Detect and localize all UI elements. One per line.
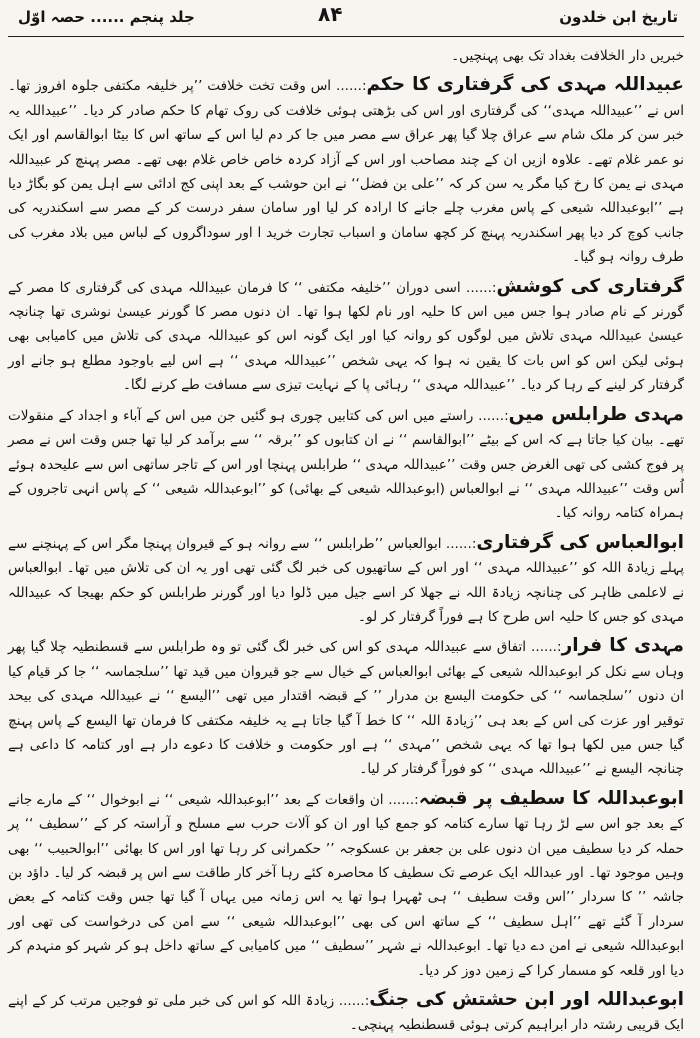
section-heading: ابوالعباس کی گرفتاری: [476, 531, 684, 553]
section-heading: گرفتاری کی کوشش: [496, 275, 685, 297]
section-heading: ابوعبداللہ اور ابن حشتش کی جنگ: [369, 989, 684, 1011]
paragraph-text: اس وقت تخت خلافت ’’پر خلیفہ مکتفی جلوہ افروز تھا۔ اس نے ’’عبیداللہ مہدی‘‘ کی گرفتاری اور اس کی بڑھتی ہوئی خلافت کی روک تھام کا حکم صادر کر دیا۔ ’’عبیداللہ یہ خبر سن کر ملک شام سے عراق چلا گیا پھر عراق سے مصر میں جا کر دم لیا اس کے ساتھ اس کا بیٹا ابوالقاسم اور ایک نو عمر غلام تھے۔ علاوہ ازیں ان کے چند مصاحب اور اس کے آزاد کردہ خاص خاص غلام بھی تھے۔ مصر پہنچ کر عبیداللہ مہدی نے یمن کا رخ کیا مگر یہ سن کر کہ ’’علی بن فضل‘‘ نے ابن حوشب کے بعد اپنی کج ادائی سے اہل یمن کو بگاڑ دیا ہے ’’ابوعبداللہ شیعی کے پاس مغرب چلے جانے کا ارادہ کر لیا اور سامان سفر درست کر کے مصر سے اسکندریہ کی جانب کوچ کر دیا پھر اسکندریہ پہنچ کر کچھ سامان و اسباب تجارت خرید ا اور سوداگروں کے لباس میں بلاد مغرب کی طرف روانہ ہو گیا۔: [8, 78, 684, 266]
section-heading: ابوعبداللہ کا سطیف پر قبضہ: [418, 787, 684, 809]
paragraph: ابوعبداللہ کا سطیف پر قبضہ:...... ان واقعات کے بعد ’’ابوعبداللہ شیعی ‘‘ نے ابوخوال ‘‘ کے مارے جانے کے بعد جو اس سے لڑ رہا تھا سارے کتامہ کو جمع کیا اور ان کو آلات حرب سے مسلح و آراستہ کر کے ’’سطیف ‘‘ پر حملہ کر دیا سطیف میں ان دنوں علی بن جعفر بن عسکوجہ ’’ حکمرانی کر رہا تھا اور اس کا بھائی ’’ابوالحبیب ‘‘ بھی وہیں موجود تھا۔ اور عبداللہ ایک عرصے تک سطیف کا محاصرہ کئے رہا آخر کار طاقت سے اس پر قبضہ کر لیا۔ داؤد بن جاشہ ’’ کا سردار ’’اس وقت سطیف ‘‘ ہی ٹھہرا ہوا تھا یہ اس زمانہ میں یہاں آ گیا تھا جس وقت کتامہ کے بعض سردار آ گئے تھے ’’اہل سطیف ‘‘ کے ساتھ اس کی بھی ’’ابوعبداللہ شیعی ‘‘ سے امن کی درخواست کی تھی اور ابوعبداللہ شیعی نے امن دے دیا تھا۔ ابوعبداللہ نے شہر ’’سطیف ‘‘ میں کامیابی کے ساتھ داخل ہو کر شہر کو منہدم کر دیا اور قلعہ کو مسمار کرا کے زمین دوز کر دیا۔: [8, 787, 684, 979]
paragraph-text: زیادۃ اللہ کو اس کی خبر ملی تو فوجیں مرتب کر کے اپنے ایک قریبی رشتہ دار ابراہیم کرتی ہوئی قسطنطیہ پہنچی۔: [8, 993, 684, 1034]
paragraph: مہدی طرابلس میں:...... راستے میں اس کی کتابیں چوری ہو گئیں جن میں اس کے آباء و اجداد کے منقولات تھے۔ بیان کیا جاتا ہے کہ اس کے بیٹے ’’ابوالقاسم ‘‘ نے ان کتابوں کو ’’برقہ ‘‘ سے برآمد کر لیا تھا جس وقت اس نے مصر پر فوج کشی کی تھی الغرض جس وقت ’’عبیداللہ مہدی ‘‘ طرابلس پہنچا اور اس کے تاجر ساتھی اس سے علیحدہ ہوئے اُس وقت ’’عبیداللہ مہدی ‘‘ نے ابوالعباس (ابوعبداللہ شیعی کے بھائی) کو ’’ابوعبداللہ شیعی ‘‘ کے پاس انہی تاجروں کے ہمراہ کتامہ روانہ کیا۔: [8, 403, 684, 522]
paragraph-text: اسی دوران ’’خلیفہ مکتفی ‘‘ کا فرمان عبیداللہ مہدی کی گرفتاری کا مصر کے گورنر کے نام صادر ہوا جس میں اس کا حلیہ اور نام لکھا ہوا تھا۔ ان دنوں مصر کا گورنر عیسیٰ نوشری تھا چنانچہ عیسیٰ عبیداللہ مہدی تلاش میں لوگوں کو روانہ کیا اور ایک گونہ اس کو عبیداللہ مہدی کی تلاش میں کامیابی بھی ہوئی لیکن اس کو اس بات کا یقین نہ ہوا کہ یہی شخص ’’عبیداللہ مہدی ‘‘ ہے اس لیے باوجود مطلع ہو جانے اور گرفتار کر لینے کے رہا کر دیا۔ ’’عبیداللہ مہدی ‘‘ رہائی پا کے نہایت تیزی سے مسافت طے کرنے لگا۔: [8, 279, 684, 394]
paragraph-text: ان واقعات کے بعد ’’ابوعبداللہ شیعی ‘‘ نے ابوخوال ‘‘ کے مارے جانے کے بعد جو اس سے لڑ رہا تھا سارے کتامہ کو جمع کیا اور ان کو آلات حرب سے مسلح و آراستہ کر کے ’’سطیف ‘‘ پر حملہ کر دیا سطیف میں ان دنوں علی بن جعفر بن عسکوجہ ’’ حکمرانی کر رہا تھا اور اس کا بھائی ’’ابوالحبیب ‘‘ بھی وہیں موجود تھا۔ اور عبداللہ ایک عرصے تک سطیف کا محاصرہ کئے رہا آخر کار طاقت سے اس پر قبضہ کر لیا۔ داؤد بن جاشہ ’’ کا سردار ’’اس وقت سطیف ‘‘ ہی ٹھہرا ہوا تھا یہ اس زمانہ میں یہاں آ گیا تھا جس وقت کتامہ کے بعض سردار آ گئے تھے ’’اہل سطیف ‘‘ کے ساتھ اس کی بھی ’’ابوعبداللہ شیعی ‘‘ سے امن کی درخواست کی تھی اور ابوعبداللہ شیعی نے امن دے دیا تھا۔ ابوعبداللہ نے شہر ’’سطیف ‘‘ میں کامیابی کے ساتھ داخل ہو کر شہر کو منہدم کر دیا اور قلعہ کو مسمار کرا کے زمین دوز کر دیا۔: [8, 791, 684, 979]
paragraph-text: ابوالعباس ’’طرابلس ‘‘ سے روانہ ہو کے قیروان پہنچا مگر اس کے پہنچنے سے پہلے زیادۃ اللہ کو ’’عبیداللہ مہدی ‘‘ اور اس کے ساتھیوں کی خبر لگ گئی تھی اور یہ ان کی تلاش میں تھا۔ ابوالعباس نے لاعلمی ظاہر کی چنانچہ زیادۃ اللہ نے جھلا کر اسے جیل میں ڈلوا دیا اور گورنر طرابلس کو حکم بھیجا کہ عبیداللہ مہدی کو جس کا حلیہ اس طرح کا ہے فوراً گرفتار کر لو۔: [8, 535, 684, 625]
paragraph: گرفتاری کی کوشش:...... اسی دوران ’’خلیفہ مکتفی ‘‘ کا فرمان عبیداللہ مہدی کی گرفتاری کا مصر کے گورنر کے نام صادر ہوا جس میں اس کا حلیہ اور نام لکھا ہوا تھا۔ ان دنوں مصر کا گورنر عیسیٰ نوشری تھا چنانچہ عیسیٰ عبیداللہ مہدی تلاش میں لوگوں کو روانہ کیا اور ایک گونہ اس کو عبیداللہ مہدی کی تلاش میں کامیابی بھی ہوئی لیکن اس کو اس بات کا یقین نہ ہوا کہ یہی شخص ’’عبیداللہ مہدی ‘‘ ہے اس لیے باوجود مطلع ہو جانے اور گرفتار کر لینے کے رہا کر دیا۔ ’’عبیداللہ مہدی ‘‘ رہائی پا کے نہایت تیزی سے مسافت طے کرنے لگا۔: [8, 275, 685, 394]
page-header: [8, 0, 684, 37]
paragraph-text: اتفاق سے عبیداللہ مہدی کو اس کی خبر لگ گئی تو وہ طرابلس سے قسطنطیہ چلا گیا پھر وہاں سے نکل کر ابوعبداللہ شیعی کے بھائی ابوالعباس کے خیال سے جو قیروان میں قید تھا ’’سلجماسہ ‘‘ جا کر قیام کیا ان دنوں ’’سلجماسہ ‘‘ کی حکومت الیسع بن مدرار ’’ کے قبضہ اقتدار میں تھی ’’الیسع ‘‘ نے عبیداللہ مہدی کی بیحد توقیر اور عزت کی اس کے بعد ہی ’’زیادۃ اللہ ‘‘ کا خط آ گیا جاتا ہے یہ خلیفہ مکتفی کا فرمان تھا الیسع کے پاس پہنچ گیا جس میں لکھا ہوا تھا کہ یہی شخص ’’مہدی ‘‘ ہے اور حکومت و خلافت کا دعوے دار ہے اور کتامہ کا داعی ہے چنانچہ الیسع نے ’’عبیداللہ مہدی ‘‘ کو فوراً گرفتار کر لیا۔: [8, 639, 684, 778]
paragraph-text: خبریں دار الخلافت بغداد تک بھی پہنچیں۔: [451, 48, 684, 64]
paragraph: ابوالعباس کی گرفتاری:...... ابوالعباس ’’طرابلس ‘‘ سے روانہ ہو کے قیروان پہنچا مگر اس کے پہنچنے سے پہلے زیادۃ اللہ کو ’’عبیداللہ مہدی ‘‘ اور اس کے ساتھیوں کی خبر لگ گئی تھی اور یہ ان کی تلاش میں تھا۔ ابوالعباس نے لاعلمی ظاہر کی چنانچہ زیادۃ اللہ نے جھلا کر اسے جیل میں ڈلوا دیا اور گورنر طرابلس کو حکم بھیجا کہ عبیداللہ مہدی کو جس کا حلیہ اس طرح کا ہے فوراً گرفتار کر لو۔: [8, 531, 684, 625]
paragraph: مہدی کا فرار:...... اتفاق سے عبیداللہ مہدی کو اس کی خبر لگ گئی تو وہ طرابلس سے قسطنطیہ چلا گیا پھر وہاں سے نکل کر ابوعبداللہ شیعی کے بھائی ابوالعباس کے خیال سے جو قیروان میں قید تھا ’’سلجماسہ ‘‘ جا کر قیام کیا ان دنوں ’’سلجماسہ ‘‘ کی حکومت الیسع بن مدرار ’’ کے قبضہ اقتدار میں تھی ’’الیسع ‘‘ نے عبیداللہ مہدی کی بیحد توقیر اور عزت کی اس کے بعد ہی ’’زیادۃ اللہ ‘‘ کا خط آ گیا جاتا ہے یہ خلیفہ مکتفی کا فرمان تھا الیسع کے پاس پہنچ گیا جس میں لکھا ہوا تھا کہ یہی شخص ’’مہدی ‘‘ ہے اور حکومت و خلافت کا دعوے دار ہے اور کتامہ کا داعی ہے چنانچہ الیسع نے ’’عبیداللہ مہدی ‘‘ کو فوراً گرفتار کر لیا۔: [8, 635, 685, 778]
section-heading: مہدی کا فرار: [561, 635, 685, 657]
page-body: [8, 43, 684, 1038]
paragraph: [8, 43, 684, 68]
page-number: ۸۴: [318, 2, 343, 26]
section-heading: عبیداللہ مہدی کی گرفتاری کا حکم: [366, 74, 684, 96]
paragraph-text: راستے میں اس کی کتابیں چوری ہو گئیں جن میں اس کے آباء و اجداد کے منقولات تھے۔ بیان کیا جاتا ہے کہ اس کے بیٹے ’’ابوالقاسم ‘‘ نے ان کتابوں کو ’’برقہ ‘‘ سے برآمد کر لیا تھا جس وقت اس نے مصر پر فوج کشی کی تھی الغرض جس وقت ’’عبیداللہ مہدی ‘‘ طرابلس پہنچا اور اس کے تاجر ساتھی اس سے علیحدہ ہوئے اُس وقت ’’عبیداللہ مہدی ‘‘ نے ابوالعباس (ابوعبداللہ شیعی کے بھائی) کو ’’ابوعبداللہ شیعی ‘‘ کے پاس انہی تاجروں کے ہمراہ کتامہ روانہ کیا۔: [8, 407, 684, 522]
paragraph: عبیداللہ مہدی کی گرفتاری کا حکم:...... اس وقت تخت خلافت ’’پر خلیفہ مکتفی جلوہ افروز تھا۔ اس نے ’’عبیداللہ مہدی‘‘ کی گرفتاری اور اس کی بڑھتی ہوئی خلافت کی روک تھام کا حکم صادر کر دیا۔ ’’عبیداللہ یہ خبر سن کر ملک شام سے عراق چلا گیا پھر عراق سے مصر میں جا کر دم لیا اس کے ساتھ اس کا بیٹا ابوالقاسم اور ایک نو عمر غلام تھے۔ علاوہ ازیں ان کے چند مصاحب اور اس کے آزاد کردہ خاص خاص غلام بھی تھے۔ مصر پہنچ کر عبیداللہ مہدی نے یمن کا رخ کیا مگر یہ سن کر کہ ’’علی بن فضل‘‘ نے ابن حوشب کے بعد اپنی کج ادائی سے اہل یمن کو بگاڑ دیا ہے ’’ابوعبداللہ شیعی کے پاس مغرب چلے جانے کا ارادہ کر لیا اور سامان سفر درست کر کے مصر سے اسکندریہ کی جانب کوچ کر دیا پھر اسکندریہ پہنچ کر کچھ سامان و اسباب تجارت خرید ا اور سوداگروں کے لباس میں بلاد مغرب کی طرف روانہ ہو گیا۔: [8, 74, 684, 266]
paragraph: ابوعبداللہ اور ابن حشتش کی جنگ:...... زیادۃ اللہ کو اس کی خبر ملی تو فوجیں مرتب کر کے اپنے ایک قریبی رشتہ دار ابراہیم کرتی ہوئی قسطنطیہ پہنچی۔: [8, 989, 684, 1034]
section-heading: مہدی طرابلس میں: [508, 403, 684, 425]
book-title: تاریخ ابن خلدون: [559, 8, 678, 26]
volume-label: جلد پنجم ...... حصہ اوّل: [18, 8, 195, 26]
